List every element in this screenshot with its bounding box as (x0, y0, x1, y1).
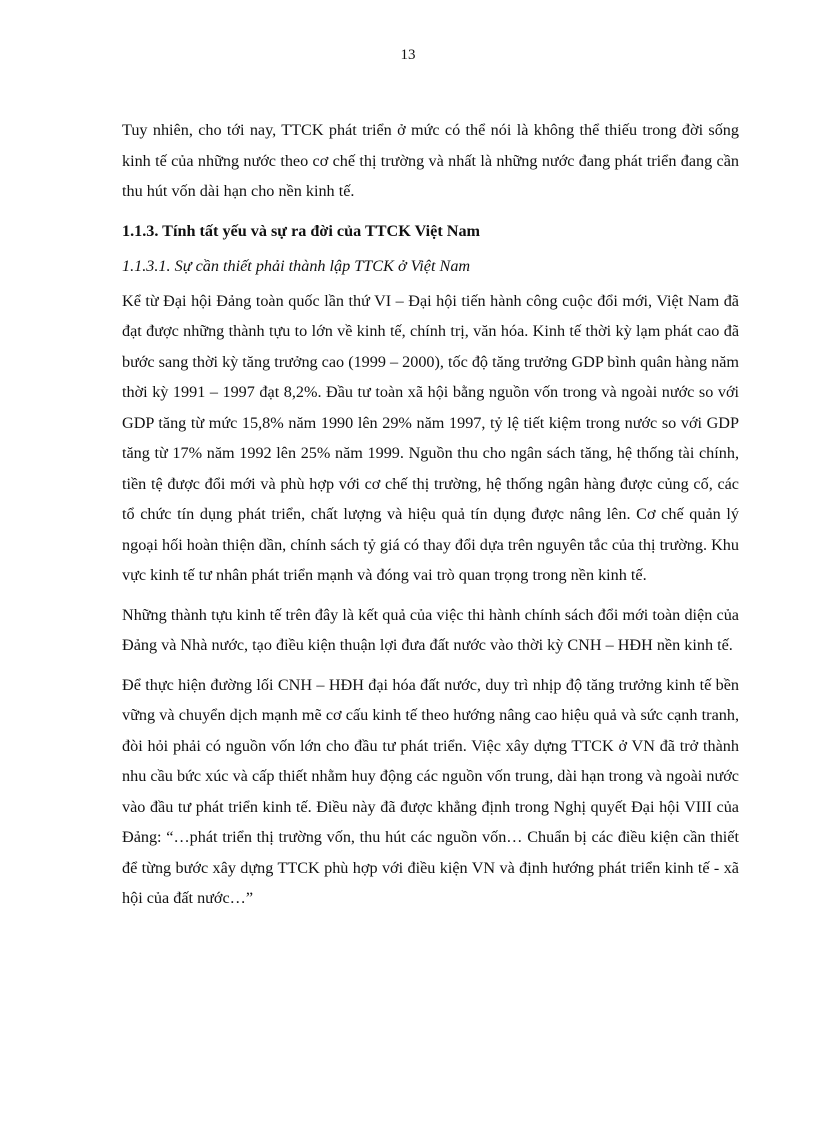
paragraph-results: Những thành tựu kinh tế trên đây là kết quả của việc thi hành chính sách đổi mới toàn diện của Đảng và Nhà nước, tạo điều kiện thuận lợi đưa đất nước vào thời kỳ CNH – HĐH nền kinh tế. (122, 605, 739, 654)
paragraph-ttck-need: Để thực hiện đường lối CNH – HĐH đại hóa đất nước, duy trì nhịp độ tăng trưởng kinh tế bền vững và chuyển dịch mạnh mẽ cơ cấu kinh tế theo hướng nâng cao hiệu quả và sức cạnh tranh, đòi hỏi phải có nguồn vốn lớn cho đầu tư phát triển. Việc xây dựng TTCK ở VN đã trở thành nhu cầu bức xúc và cấp thiết nhằm huy động các nguồn vốn trung, dài hạn trong và ngoài nước vào đầu tư phát triển kinh tế. Điều này đã được khẳng định trong Nghị quyết Đại hội VIII của Đảng: “…phát triển thị trường vốn, thu hút các nguồn vốn… Chuẩn bị các điều kiện cần thiết để từng bước xây dựng TTCK phù hợp với điều kiện VN và định hướng phát triển kinh tế - xã hội của đất nước…” (122, 675, 739, 907)
section-heading: 1.1.3. Tính tất yếu và sự ra đời của TTCK Việt Nam (122, 221, 481, 240)
page-number: 13 (400, 47, 416, 63)
subsection-heading: 1.1.3.1. Sự cần thiết phải thành lập TTCK ở Việt Nam (122, 256, 471, 275)
paragraph-achievements: Kể từ Đại hội Đảng toàn quốc lần thứ VI – Đại hội tiến hành công cuộc đổi mới, Việt Nam đã đạt được những thành tựu to lớn về kinh tế, chính trị, văn hóa. Kinh tế thời kỳ lạm phát cao đã bước sang thời kỳ tăng trưởng cao (1999 – 2000), tốc độ tăng trưởng GDP bình quân hàng năm thời kỳ 1991 – 1997 đạt 8,2%. Đầu tư toàn xã hội bằng nguồn vốn trong và ngoài nước so với GDP tăng từ mức 15,8% năm 1990 lên 29% năm 1997, tỷ lệ tiết kiệm trong nước so với GDP tăng từ 17% năm 1992 lên 25% năm 1999. Nguồn thu cho ngân sách tăng, hệ thống tài chính, tiền tệ được đổi mới và phù hợp với cơ chế thị trường, hệ thống ngân hàng được củng cố, các tổ chức tín dụng phát triển, chất lượng và hiệu quả tín dụng được nâng lên. Cơ chế quản lý ngoại hối hoàn thiện dần, chính sách tỷ giá có thay đổi dựa trên nguyên tắc của thị trường. Khu vực kinh tế tư nhân phát triển mạnh và đóng vai trò quan trọng trong nền kinh tế. (122, 291, 739, 584)
document-body (122, 115, 739, 923)
paragraph-intro: Tuy nhiên, cho tới nay, TTCK phát triển ở mức có thể nói là không thể thiếu trong đời sống kinh tế của những nước theo cơ chế thị trường và nhất là những nước đang phát triển đang cần thu hút vốn dài hạn cho nền kinh tế. (122, 121, 739, 200)
